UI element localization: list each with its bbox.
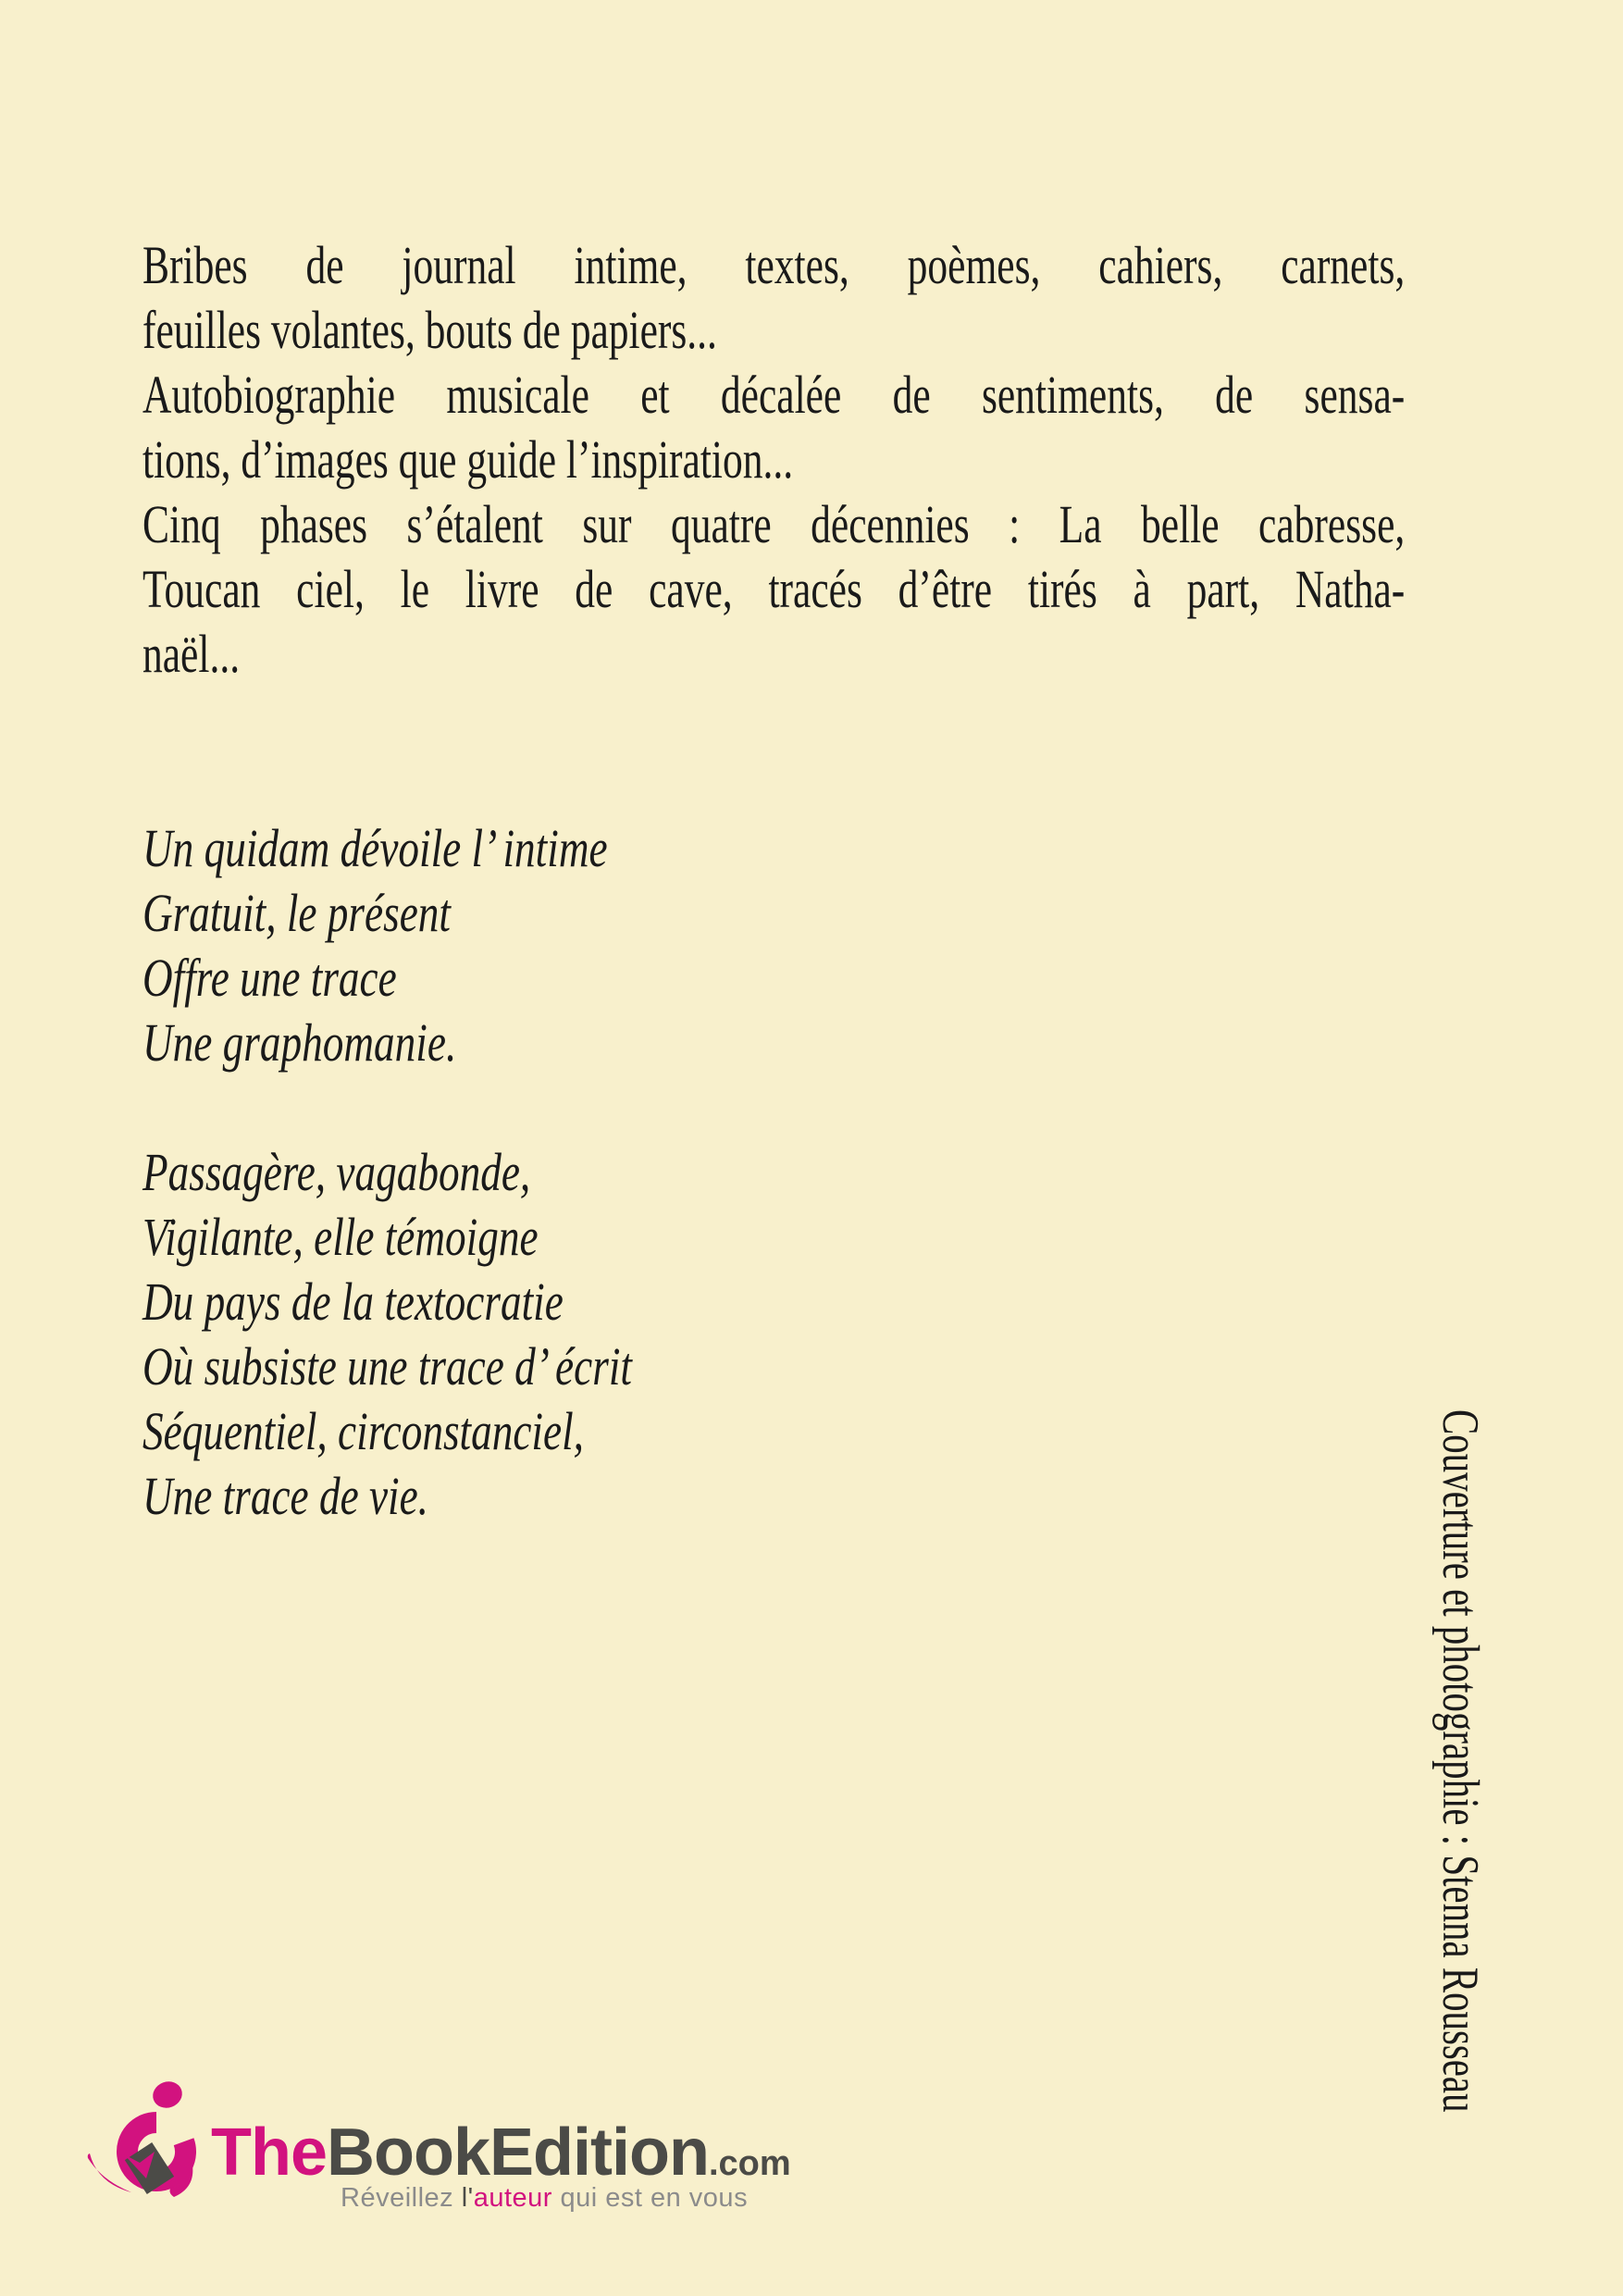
brand-tld: .com	[708, 2144, 791, 2183]
blurb-line: Cinq phases s’étalent sur quatre décennies : La belle cabresse,	[142, 494, 1406, 554]
poem-line: Passagère, vagabonde,	[142, 1142, 531, 1202]
tagline-part: l'	[461, 2183, 474, 2213]
poem-line: Gratuit, le présent	[142, 883, 451, 943]
poem-stanza-1	[142, 816, 1405, 1075]
poem-line: Vigilante, elle témoigne	[142, 1207, 539, 1267]
poem-line: Du pays de la textocratie	[142, 1272, 564, 1332]
blurb-line: Bribes de journal intime, textes, poèmes, cahiers, carnets,	[142, 235, 1406, 295]
blurb-line: feuilles volantes, bouts de papiers...	[142, 300, 717, 360]
blurb-line: Toucan ciel, le livre de cave, tracés d’être tirés à part, Natha-	[142, 559, 1406, 619]
poem-line: Un quidam dévoile l’ intime	[142, 818, 608, 878]
brand-bookedition: BookEdition	[327, 2116, 709, 2190]
cover-photo-credit: Couverture et photographie : Stenna Rousseau	[1431, 1409, 1489, 2113]
brand-the: The	[211, 2116, 328, 2190]
blurb-line: tions, d’images que guide l’inspiration...	[142, 429, 794, 490]
thebookedition-logo-icon	[81, 2075, 204, 2201]
tagline-part: qui est en vous	[551, 2183, 749, 2213]
poem-line: Offre une trace	[142, 948, 397, 1008]
poem-line: Où subsiste une trace d’ écrit	[142, 1336, 632, 1396]
poem-line: Une graphomanie.	[142, 1012, 457, 1073]
tagline-part: auteur	[473, 2183, 552, 2213]
blurb-line: Autobiographie musicale et décalée de sentiments, de sensa-	[142, 365, 1406, 425]
tagline-part: Réveillez	[341, 2183, 462, 2213]
poem-line: Séquentiel, circonstanciel,	[142, 1401, 584, 1461]
blurb-line: naël...	[142, 624, 241, 684]
back-cover-blurb	[142, 233, 1405, 687]
poem-stanza-2	[142, 1140, 1405, 1529]
poem-line: Une trace de vie.	[142, 1466, 429, 1526]
brand-tagline	[341, 2182, 748, 2214]
